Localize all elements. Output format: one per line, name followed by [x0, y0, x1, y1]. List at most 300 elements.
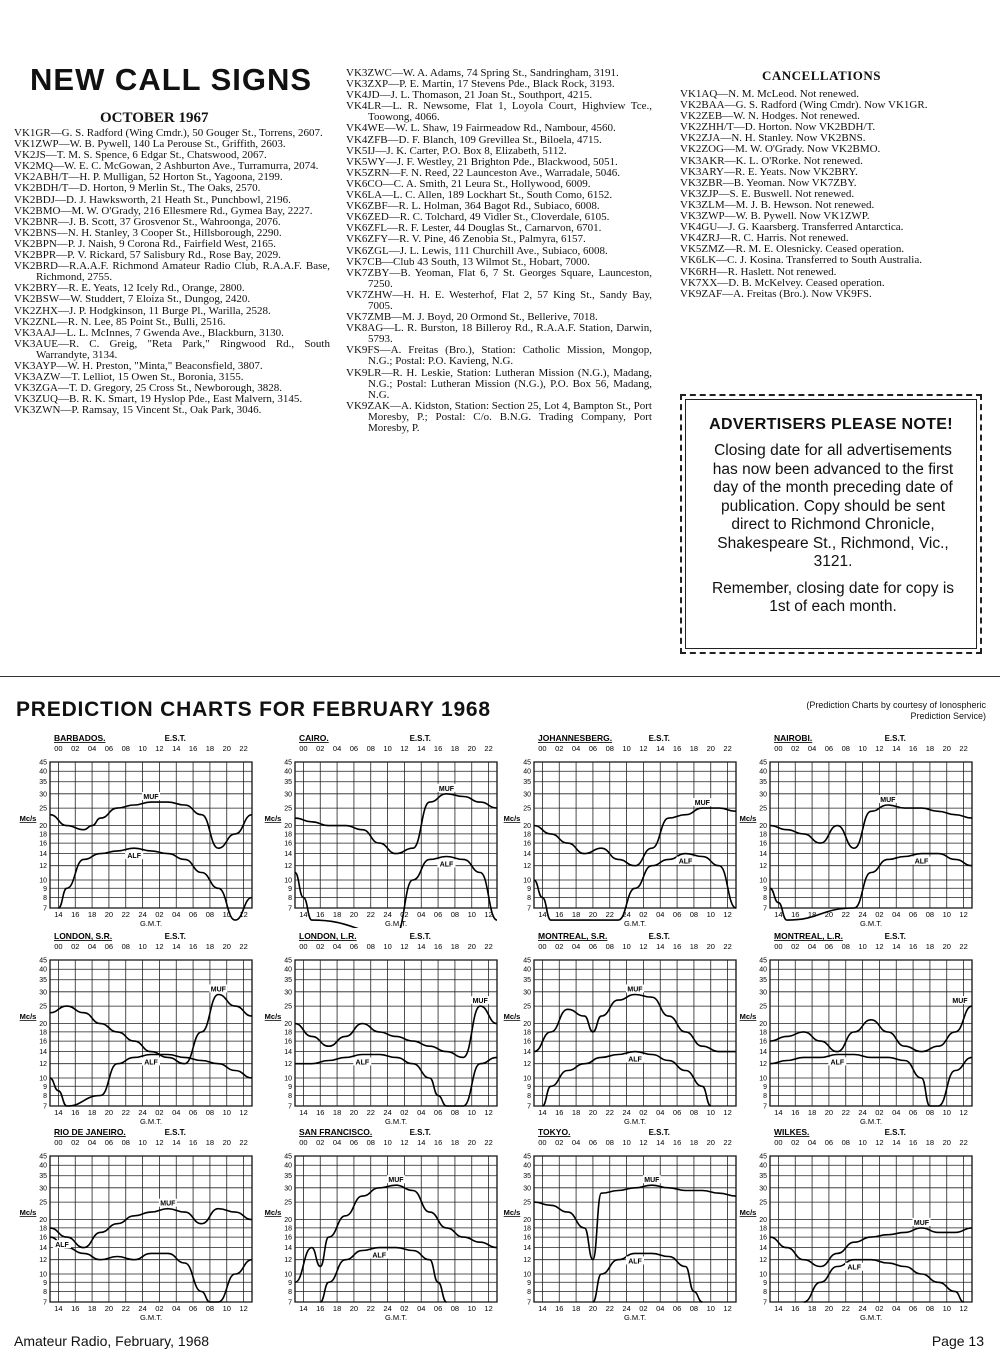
chart-tick-label: 22	[841, 1304, 850, 1313]
chart-tick-label: 22	[959, 942, 968, 951]
chart-tick-label: 18	[284, 1225, 292, 1233]
chart-tick-label: 45	[759, 759, 767, 767]
chart-tick-label: 08	[841, 1138, 850, 1147]
chart-tick-label: 18	[759, 831, 767, 839]
chart-top-axis-label: E.S.T.	[409, 734, 431, 743]
chart-tick-label: 18	[807, 910, 817, 919]
list-item: VK3AUE—R. C. Greig, "Reta Park," Ringwood Rd., South Warrandyte, 3134.	[14, 337, 330, 361]
series-line-alf	[593, 1253, 702, 1302]
series-label: MUF	[210, 986, 226, 994]
chart-tick-label: 45	[284, 1153, 292, 1161]
series-label: ALF	[830, 1059, 845, 1067]
chart-tick-label: 18	[205, 942, 215, 951]
chart-tick-label: 25	[523, 1003, 531, 1011]
series-label: ALF	[144, 1059, 158, 1067]
chart-top-axis-label: E.S.T.	[884, 734, 906, 743]
list-item: VK3ZUQ—B. R. K. Smart, 19 Hyslop Pde., East Malvern, 3145.	[14, 393, 303, 406]
chart-tick-label: 04	[571, 942, 581, 951]
chart-tick-label: 08	[925, 910, 935, 919]
chart-tick-label: 10	[284, 877, 292, 885]
chart-frame	[770, 1156, 972, 1302]
chart-tick-label: 06	[824, 1138, 834, 1147]
chart-tick-label: 12	[484, 910, 493, 919]
chart-tick-label: 16	[791, 1108, 800, 1117]
chart-tick-label: 06	[908, 1304, 918, 1313]
chart-tick-label: 30	[39, 1185, 47, 1193]
chart-tick-label: 9	[43, 885, 47, 893]
chart-tick-label: 14	[299, 1108, 308, 1117]
chart-tick-label: 16	[672, 942, 682, 951]
chart-tick-label: 18	[689, 942, 699, 951]
chart-tick-label: 24	[138, 1108, 147, 1117]
chart-tick-label: 45	[39, 759, 47, 767]
chart-tick-label: 10	[759, 1271, 767, 1279]
chart-tick-label: 9	[288, 1083, 292, 1091]
chart-tick-label: 02	[71, 942, 80, 951]
chart-tick-label: 14	[656, 744, 665, 753]
chart-tick-label: 06	[433, 1304, 443, 1313]
chart-tick-label: 00	[54, 744, 63, 753]
chart-frame	[295, 762, 497, 908]
chart-tick-label: 8	[43, 1289, 47, 1297]
chart-tick-label: 16	[555, 1304, 564, 1313]
chart-tick-label: 06	[433, 910, 443, 919]
chart-tick-label: 10	[222, 1108, 231, 1117]
chart-tick-label: 22	[366, 1304, 375, 1313]
chart-tick-label: 35	[39, 1173, 47, 1181]
chart-tick-label: 04	[332, 942, 342, 951]
series-label: MUF	[627, 986, 643, 994]
chart-tick-label: 18	[759, 1225, 767, 1233]
chart-tick-label: 08	[925, 1108, 935, 1117]
chart-tick-label: 20	[588, 1304, 598, 1313]
list-item: VK7ZHW—H. H. E. Westerhof, Flat 2, 57 King St., Sandy Bay, 7005.	[346, 288, 652, 312]
chart-tick-label: 24	[138, 910, 147, 919]
list-item: VK2BNR—J. B. Scott, 37 Grosvenor St., Wahroonga, 2076.	[14, 215, 281, 228]
chart-tick-label: 10	[284, 1075, 292, 1083]
chart-tick-label: 16	[759, 1234, 767, 1242]
chart-tick-label: 10	[222, 1304, 231, 1313]
list-item: VK9LR—R. H. Leskie, Station: Lutheran Mission (N.G.), Madang, N.G.; Postal: Lutheran Mission (N.G.), P.O. Box 56, Madang, N.G.	[346, 366, 652, 401]
list-item: VK9ZAK—A. Kidston, Station: Section 25, Lot 4, Bampton St., Port Moresby, P.; Postal: C/o. B.N.G. Trading Company, Port Moresby, P.	[346, 399, 652, 434]
chart-tick-label: 9	[527, 885, 531, 893]
series-line-muf	[770, 1228, 972, 1267]
chart-tick-label: 20	[942, 1138, 951, 1147]
chart-tick-label: 20	[824, 1304, 834, 1313]
chart-tick-label: 16	[284, 840, 292, 848]
list-item: VK3ZWN—P. Ramsay, 15 Vincent St., Oak Park, 3046.	[14, 404, 262, 417]
chart-tick-label: 02	[400, 1108, 409, 1117]
chart-bottom-axis-label: G.M.T.	[623, 1117, 647, 1126]
chart-tick-label: 35	[284, 1173, 292, 1181]
chart-tick-label: 8	[527, 895, 531, 903]
chart-tick-label: 10	[942, 910, 951, 919]
list-item: VK2BRY—R. E. Yeats, 12 Icely Rd., Orange, 2800.	[14, 282, 245, 295]
chart-tick-label: 9	[288, 885, 292, 893]
chart-tick-label: 04	[571, 1138, 581, 1147]
list-item: VK3ZBR—B. Yeoman. Now VK7ZBY.	[680, 176, 857, 189]
list-item: VK7XX—D. B. McKelvey. Ceased operation.	[680, 276, 885, 289]
chart-tick-label: 16	[284, 1038, 292, 1046]
chart-tick-label: 30	[523, 989, 531, 997]
list-item: VK2BSW—W. Studdert, 7 Eloiza St., Dungog, 2420.	[14, 293, 251, 306]
chart-tick-label: 04	[172, 1304, 181, 1313]
list-item: VK2ZJA—N. H. Stanley. Now VK2BNS.	[680, 132, 866, 145]
chart-tick-label: 14	[656, 942, 665, 951]
chart-y-axis-label: Mc/s	[19, 1208, 37, 1218]
chart-tick-label: 02	[155, 1304, 164, 1313]
chart-tick-label: 18	[450, 744, 460, 753]
chart-tick-label: 16	[523, 1234, 531, 1242]
chart-y-axis-label: Mc/s	[264, 814, 282, 824]
prediction-chart	[498, 730, 748, 928]
chart-tick-label: 24	[622, 1304, 631, 1313]
chart-tick-label: 10	[706, 1108, 715, 1117]
chart-tick-label: 20	[523, 823, 531, 831]
chart-tick-label: 18	[571, 1108, 581, 1117]
list-item: VK1AQ—N. M. McLeod. Not renewed.	[680, 88, 860, 100]
series-line-muf	[534, 995, 736, 1052]
page-heading: NEW CALL SIGNS	[30, 62, 313, 97]
chart-tick-label: 16	[316, 910, 325, 919]
chart-y-axis-label: Mc/s	[19, 814, 37, 824]
chart-tick-label: 24	[622, 910, 631, 919]
chart-tick-label: 7	[288, 1103, 292, 1111]
prediction-chart	[259, 730, 509, 928]
chart-tick-label: 25	[284, 805, 292, 813]
chart-tick-label: 14	[759, 1049, 767, 1057]
chart-tick-label: 24	[858, 1108, 867, 1117]
chart-tick-label: 04	[807, 1138, 817, 1147]
chart-tick-label: 12	[155, 1138, 164, 1147]
prediction-chart	[734, 1124, 984, 1322]
chart-tick-label: 30	[523, 791, 531, 799]
chart-tick-label: 10	[622, 942, 631, 951]
list-item: VK7CB—Club 43 South, 13 Wilmot St., Hobart, 7000.	[346, 255, 590, 268]
chart-tick-label: 14	[417, 942, 426, 951]
chart-tick-label: 02	[791, 942, 800, 951]
chart-bottom-axis-label: G.M.T.	[384, 1313, 408, 1322]
chart-tick-label: 02	[555, 942, 564, 951]
series-label: ALF	[127, 853, 141, 861]
list-item: VK6ZGL—J. L. Lewis, 111 Churchill Ave., Subiaco, 6008.	[346, 244, 608, 257]
list-item: VK3ZXP—P. E. Martin, 17 Stevens Pde., Black Rock, 3193.	[346, 78, 615, 91]
list-item: VK4ZRJ—R. C. Harris. Not renewed.	[680, 232, 849, 245]
chart-top-axis-label: E.S.T.	[164, 1128, 186, 1137]
chart-tick-label: 20	[759, 1217, 767, 1225]
chart-tick-label: 20	[706, 1138, 715, 1147]
chart-tick-label: 40	[523, 966, 531, 974]
list-item: VK6LA—L. C. Allen, 189 Lockhart St., South Como, 6152.	[346, 189, 613, 202]
list-item: VK3AKR—K. L. O'Rorke. Not renewed.	[680, 154, 863, 167]
chart-tick-label: 18	[571, 1304, 581, 1313]
chart-tick-label: 25	[39, 805, 47, 813]
chart-tick-label: 35	[759, 779, 767, 787]
chart-tick-label: 18	[807, 1108, 817, 1117]
chart-tick-label: 18	[689, 1138, 699, 1147]
series-label: ALF	[914, 858, 929, 866]
list-item: VK2ZHX—J. P. Hodgkinson, 11 Burge Pl., Warilla, 2528.	[14, 304, 271, 317]
chart-title: LONDON, L.R.	[299, 931, 357, 941]
chart-tick-label: 02	[316, 942, 325, 951]
list-item: VK2BAA—G. S. Radford (Wing Cmdr). Now VK1GR.	[680, 99, 928, 112]
cancellations-list	[680, 89, 985, 300]
chart-tick-label: 08	[366, 1138, 375, 1147]
chart-tick-label: 20	[104, 1108, 114, 1117]
chart-tick-label: 12	[484, 1108, 493, 1117]
chart-tick-label: 35	[523, 779, 531, 787]
advert-reminder: Remember, closing date for copy is 1st of each month.	[711, 579, 955, 615]
chart-tick-label: 9	[763, 885, 767, 893]
chart-tick-label: 16	[672, 744, 682, 753]
chart-tick-label: 04	[807, 744, 817, 753]
chart-tick-label: 12	[39, 863, 47, 871]
chart-tick-label: 16	[433, 744, 443, 753]
chart-tick-label: 10	[467, 1304, 476, 1313]
list-item: VK7ZMB—M. J. Boyd, 20 Ormond St., Bellerive, 7018.	[346, 311, 598, 324]
list-item: VK2BMO—M. W. O'Grady, 216 Ellesmere Rd., Gymea Bay, 2227.	[14, 204, 313, 217]
chart-tick-label: 08	[689, 1304, 699, 1313]
chart-tick-label: 35	[759, 977, 767, 985]
chart-tick-label: 12	[284, 863, 292, 871]
chart-tick-label: 22	[121, 1108, 130, 1117]
chart-tick-label: 40	[759, 966, 767, 974]
list-item: VK7ZBY—B. Yeoman, Flat 6, 7 St. Georges Square, Launceston, 7250.	[346, 266, 652, 290]
list-item: VK4ZFB—D. F. Blanch, 109 Grevillea St., Biloela, 4715.	[346, 133, 602, 146]
chart-bottom-axis-label: G.M.T.	[139, 1313, 163, 1322]
chart-tick-label: 22	[239, 744, 248, 753]
chart-tick-label: 04	[656, 1304, 665, 1313]
chart-tick-label: 00	[774, 942, 783, 951]
chart-tick-label: 40	[284, 966, 292, 974]
chart-tick-label: 25	[759, 805, 767, 813]
list-item: VK9FS—A. Freitas (Bro.), Station: Catholic Mission, Mongop, N.G.; Postal: P.O. Kavieng, N.G.	[346, 344, 652, 368]
chart-tick-label: 14	[774, 910, 783, 919]
chart-tick-label: 20	[588, 910, 598, 919]
list-item: VK2MQ—W. E. C. McGowan, 2 Ashburton Ave., Turramurra, 2074.	[14, 160, 319, 173]
chart-tick-label: 02	[71, 744, 80, 753]
list-item: VK3AAJ—L. L. McInnes, 7 Gwenda Ave., Blackburn, 3130.	[14, 326, 284, 339]
chart-tick-label: 14	[759, 851, 767, 859]
series-label: MUF	[388, 1177, 404, 1185]
prediction-chart	[734, 730, 984, 928]
chart-bottom-axis-label: G.M.T.	[384, 919, 408, 928]
chart-bottom-axis-label: G.M.T.	[384, 1117, 408, 1126]
chart-tick-label: 16	[433, 942, 443, 951]
list-item: VK6ZBF—R. L. Holman, 364 Bagot Rd., Subiaco, 6008.	[346, 200, 600, 213]
chart-tick-label: 16	[188, 942, 198, 951]
series-line-muf	[295, 1185, 497, 1282]
chart-tick-label: 22	[841, 910, 850, 919]
chart-top-axis-label: E.S.T.	[409, 1128, 431, 1137]
chart-tick-label: 20	[824, 910, 834, 919]
chart-tick-label: 45	[284, 957, 292, 965]
chart-tick-label: 22	[484, 1138, 493, 1147]
chart-frame	[534, 762, 736, 908]
chart-tick-label: 18	[523, 1225, 531, 1233]
chart-tick-label: 22	[723, 744, 732, 753]
chart-tick-label: 02	[316, 744, 325, 753]
chart-tick-label: 20	[942, 942, 951, 951]
prediction-chart	[498, 1124, 748, 1322]
chart-tick-label: 02	[639, 910, 648, 919]
series-label: ALF	[355, 1059, 370, 1067]
cancellations-heading: CANCELLATIONS	[762, 68, 881, 83]
chart-tick-label: 22	[841, 1108, 850, 1117]
chart-tick-label: 35	[523, 977, 531, 985]
chart-tick-label: 7	[763, 1103, 767, 1111]
chart-tick-label: 02	[791, 744, 800, 753]
chart-tick-label: 18	[332, 910, 342, 919]
list-item: VK2BNS—N. H. Stanley, 3 Cooper St., Hillsborough, 2290.	[14, 226, 282, 239]
chart-tick-label: 00	[299, 744, 308, 753]
chart-top-axis-label: E.S.T.	[648, 1128, 670, 1137]
chart-tick-label: 12	[155, 942, 164, 951]
chart-tick-label: 7	[763, 1299, 767, 1307]
chart-tick-label: 10	[759, 877, 767, 885]
chart-tick-label: 14	[892, 942, 901, 951]
list-item: VK6ZFY—R. V. Pine, 46 Zenobia St., Palmyra, 6157.	[346, 233, 586, 246]
chart-tick-label: 08	[366, 744, 375, 753]
chart-tick-label: 06	[188, 1108, 198, 1117]
chart-tick-label: 25	[523, 805, 531, 813]
chart-tick-label: 06	[672, 1108, 682, 1117]
chart-tick-label: 10	[284, 1271, 292, 1279]
chart-tick-label: 20	[222, 744, 231, 753]
chart-tick-label: 18	[205, 1138, 215, 1147]
chart-tick-label: 02	[71, 1138, 80, 1147]
chart-tick-label: 10	[858, 744, 867, 753]
chart-tick-label: 20	[284, 1217, 292, 1225]
chart-tick-label: 18	[450, 942, 460, 951]
chart-tick-label: 12	[39, 1257, 47, 1265]
list-item: VK2BPN—P. J. Naish, 9 Corona Rd., Fairfield West, 2165.	[14, 237, 276, 250]
chart-top-axis-label: E.S.T.	[164, 932, 186, 941]
chart-tick-label: 20	[284, 823, 292, 831]
list-item: VK9ZAF—A. Freitas (Bro.). Now VK9FS.	[680, 287, 872, 300]
chart-tick-label: 20	[349, 1108, 359, 1117]
list-item: VK3ARY—R. E. Yeats. Now VK2BRY.	[680, 165, 858, 178]
chart-tick-label: 04	[87, 1138, 97, 1147]
chart-tick-label: 22	[723, 942, 732, 951]
chart-tick-label: 00	[54, 942, 63, 951]
chart-tick-label: 30	[523, 1185, 531, 1193]
chart-tick-label: 30	[39, 791, 47, 799]
chart-tick-label: 08	[121, 1138, 130, 1147]
list-item: VK1GR—G. S. Radford (Wing Cmdr.), 50 Gouger St., Torrens, 2607.	[14, 127, 323, 139]
chart-tick-label: 16	[188, 744, 198, 753]
chart-tick-label: 45	[284, 759, 292, 767]
chart-tick-label: 25	[759, 1199, 767, 1207]
chart-y-axis-label: Mc/s	[739, 814, 757, 824]
list-item: VK4GU—J. G. Kaarsberg. Transferred Antarctica.	[680, 221, 904, 234]
chart-tick-label: 18	[284, 1029, 292, 1037]
chart-tick-label: 10	[39, 877, 47, 885]
chart-tick-label: 16	[791, 1304, 800, 1313]
chart-tick-label: 14	[284, 1245, 292, 1253]
chart-tick-label: 10	[706, 1304, 715, 1313]
list-item: VK5WY—J. F. Westley, 21 Brighton Pde., Blackwood, 5051.	[346, 155, 618, 168]
prediction-chart	[259, 928, 509, 1126]
series-label: ALF	[628, 1056, 642, 1064]
list-item: VK4LR—L. R. Newsome, Flat 1, Loyola Court, Highview Tce., Toowong, 4066.	[346, 100, 652, 124]
chart-tick-label: 08	[689, 910, 699, 919]
chart-tick-label: 10	[222, 910, 231, 919]
chart-tick-label: 7	[527, 1103, 531, 1111]
chart-tick-label: 22	[723, 1138, 732, 1147]
chart-tick-label: 22	[959, 1138, 968, 1147]
chart-tick-label: 16	[316, 1108, 325, 1117]
chart-tick-label: 08	[450, 1108, 460, 1117]
chart-tick-label: 18	[925, 942, 935, 951]
chart-tick-label: 16	[759, 1038, 767, 1046]
chart-tick-label: 20	[824, 1108, 834, 1117]
series-label: ALF	[628, 1258, 642, 1266]
list-item: VK3ZWC—W. A. Adams, 74 Spring St., Sandringham, 3191.	[346, 67, 619, 79]
series-label: MUF	[913, 1219, 930, 1227]
chart-tick-label: 16	[316, 1304, 325, 1313]
chart-tick-label: 06	[672, 1304, 682, 1313]
chart-tick-label: 10	[383, 942, 392, 951]
chart-tick-label: 16	[523, 840, 531, 848]
chart-tick-label: 14	[172, 1138, 181, 1147]
chart-title: MONTREAL, S.R.	[538, 931, 608, 941]
prediction-charts-title: PREDICTION CHARTS FOR FEBRUARY 1968	[16, 698, 491, 721]
chart-tick-label: 45	[523, 759, 531, 767]
list-item: VK5IJ—J. K. Carter, P.O. Box 8, Elizabeth, 5112.	[346, 144, 567, 157]
chart-tick-label: 12	[723, 1304, 732, 1313]
chart-title: TOKYO.	[538, 1127, 571, 1137]
chart-title: MONTREAL, L.R.	[774, 931, 843, 941]
list-item: VK1ZWP—W. B. Pywell, 140 La Perouse St., Griffith, 2603.	[14, 138, 286, 151]
chart-tick-label: 24	[383, 910, 392, 919]
chart-frame	[50, 762, 252, 908]
chart-tick-label: 12	[875, 942, 884, 951]
chart-tick-label: 35	[523, 1173, 531, 1181]
chart-tick-label: 22	[366, 910, 375, 919]
chart-y-axis-label: Mc/s	[503, 1012, 521, 1022]
chart-top-axis-label: E.S.T.	[409, 932, 431, 941]
chart-tick-label: 8	[43, 895, 47, 903]
chart-tick-label: 45	[523, 1153, 531, 1161]
chart-tick-label: 24	[383, 1304, 392, 1313]
chart-tick-label: 12	[39, 1061, 47, 1069]
chart-tick-label: 20	[284, 1021, 292, 1029]
chart-tick-label: 04	[892, 1304, 901, 1313]
chart-bottom-axis-label: G.M.T.	[623, 1313, 647, 1322]
chart-tick-label: 20	[39, 823, 47, 831]
chart-tick-label: 12	[400, 1138, 409, 1147]
chart-tick-label: 9	[43, 1279, 47, 1287]
month-heading: OCTOBER 1967	[100, 110, 209, 126]
chart-tick-label: 18	[523, 1029, 531, 1037]
chart-tick-label: 02	[400, 1304, 409, 1313]
chart-tick-label: 14	[538, 1304, 547, 1313]
chart-tick-label: 35	[284, 779, 292, 787]
series-label: ALF	[847, 1264, 861, 1272]
chart-tick-label: 40	[523, 768, 531, 776]
chart-tick-label: 14	[284, 1049, 292, 1057]
chart-tick-label: 16	[71, 1304, 80, 1313]
chart-tick-label: 40	[759, 768, 767, 776]
chart-tick-label: 22	[605, 1304, 614, 1313]
chart-tick-label: 14	[54, 910, 63, 919]
list-item: VK4JD—J. L. Thomason, 21 Joan St., Southport, 4215.	[346, 89, 593, 102]
list-item: VK2ABH/T—H. P. Mulligan, 52 Horton St., Yagoona, 2199.	[14, 171, 283, 184]
chart-tick-label: 18	[807, 1304, 817, 1313]
chart-tick-label: 14	[39, 1245, 47, 1253]
chart-tick-label: 06	[349, 1138, 359, 1147]
